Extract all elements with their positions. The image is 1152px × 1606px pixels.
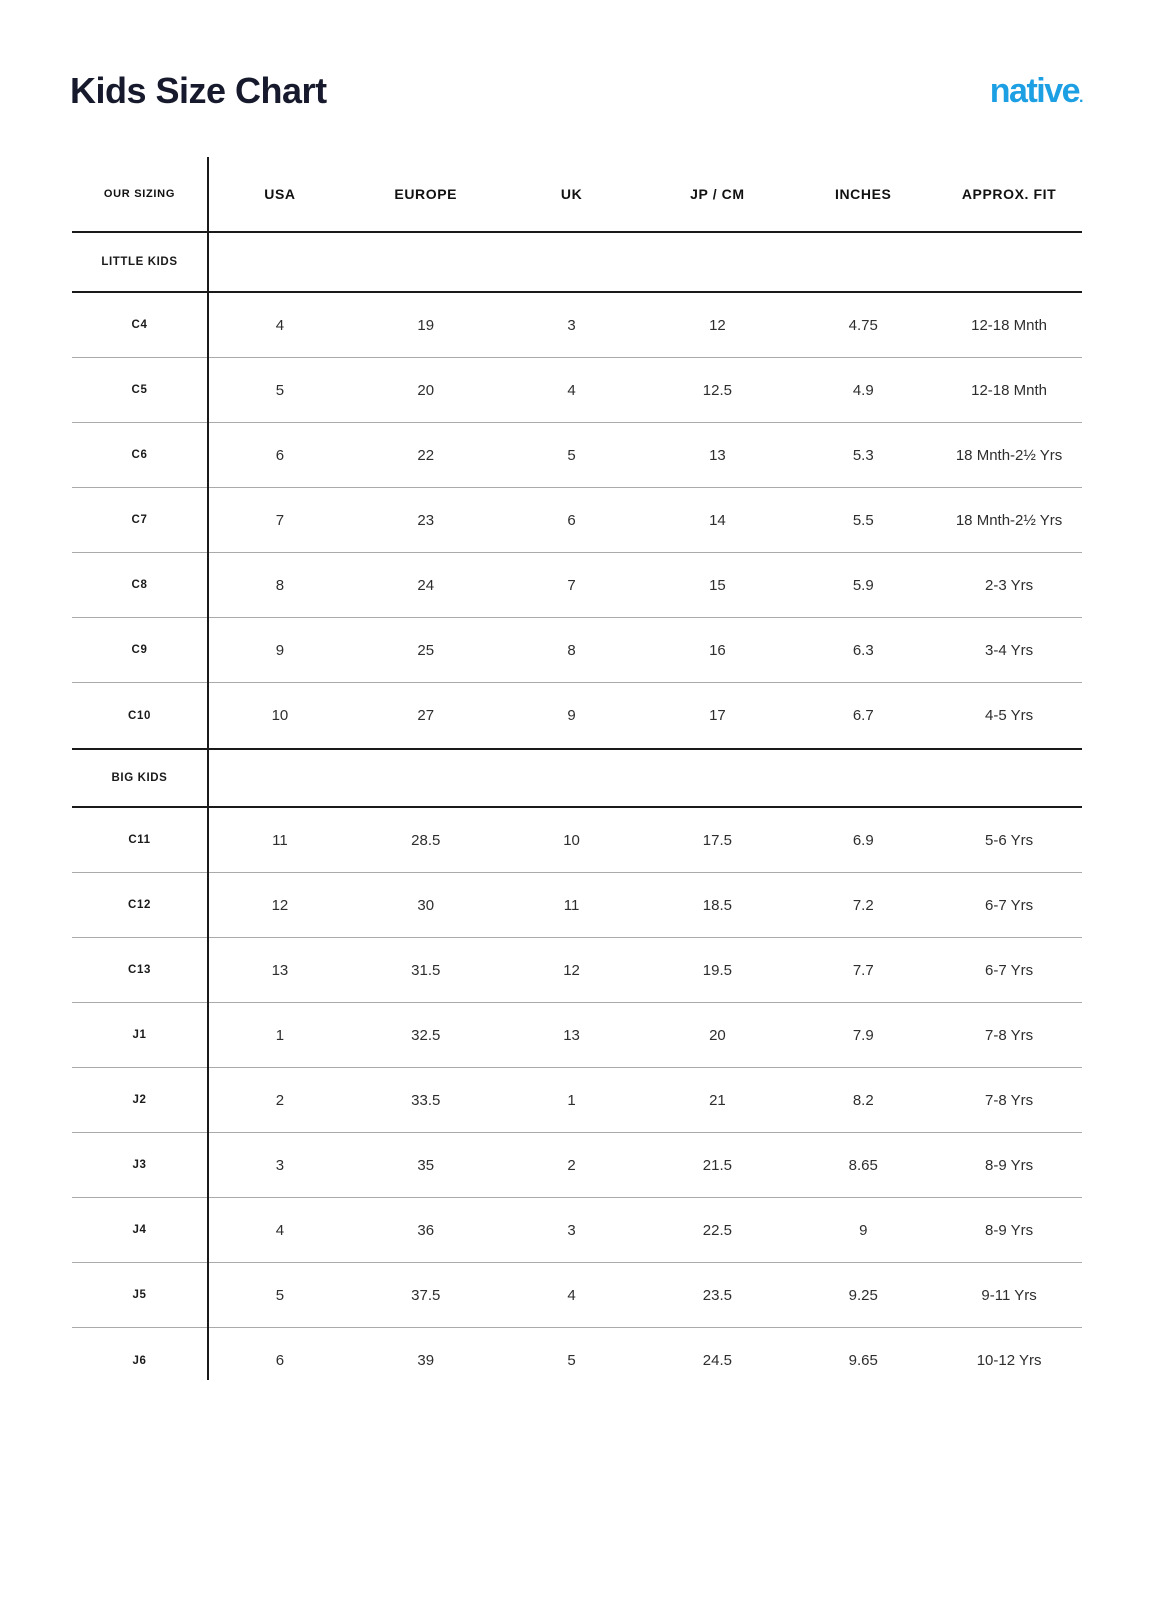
cell-inches: 8.2 (852, 1091, 874, 1109)
cell-usa: 2 (275, 1091, 285, 1109)
brand-wordmark: native (989, 72, 1080, 110)
cell-inches: 9.65 (848, 1352, 878, 1369)
cell-inches: 5.5 (852, 511, 874, 529)
cell-uk: 4 (567, 381, 576, 399)
col-header-jp-cm: JP / CM (690, 186, 745, 202)
cell-jp-cm: 15 (709, 576, 726, 594)
cell-inches: 6.9 (852, 831, 874, 849)
row-size-label: C10 (128, 709, 151, 722)
col-header-uk: UK (560, 186, 583, 202)
row-size-label: C6 (131, 449, 148, 461)
cell-inches: 5.9 (852, 576, 874, 594)
cell-approx-fit: 8-9 Yrs (985, 1156, 1034, 1174)
cell-approx-fit: 9-11 Yrs (981, 1286, 1037, 1304)
cell-approx-fit: 18 Mnth-2½ Yrs (955, 511, 1063, 529)
cell-approx-fit: 4-5 Yrs (985, 707, 1034, 724)
cell-uk: 11 (563, 896, 580, 914)
cell-usa: 3 (275, 1156, 285, 1174)
cell-europe: 31.5 (411, 961, 441, 979)
cell-uk: 7 (567, 576, 576, 594)
cell-europe: 33.5 (411, 1091, 441, 1109)
cell-approx-fit: 6-7 Yrs (985, 896, 1034, 914)
cell-uk: 13 (563, 1026, 580, 1044)
cell-usa: 12 (271, 896, 289, 914)
cell-jp-cm: 19.5 (702, 961, 732, 979)
row-size-label: J2 (132, 1094, 147, 1106)
cell-europe: 23 (417, 511, 435, 529)
cell-approx-fit: 5-6 Yrs (985, 831, 1034, 849)
table-row (72, 683, 1082, 748)
cell-jp-cm: 17.5 (702, 831, 732, 849)
cell-uk: 5 (567, 446, 576, 464)
cell-usa: 13 (271, 961, 289, 979)
cell-inches: 6.3 (852, 641, 874, 659)
cell-inches: 4.9 (852, 381, 874, 399)
cell-usa: 10 (271, 707, 289, 724)
cell-usa: 9 (275, 641, 285, 659)
row-size-label: C12 (128, 899, 151, 911)
cell-jp-cm: 16 (709, 641, 726, 659)
cell-inches: 7.9 (852, 1026, 874, 1044)
table-row (72, 1263, 1082, 1328)
cell-usa: 6 (275, 446, 285, 464)
cell-uk: 5 (567, 1352, 576, 1369)
cell-inches: 9.25 (848, 1286, 878, 1304)
cell-europe: 30 (417, 896, 435, 914)
cell-approx-fit: 12-18 Mnth (971, 316, 1048, 334)
table-row (72, 873, 1082, 938)
cell-usa: 11 (272, 831, 288, 849)
row-size-label: C5 (131, 384, 148, 396)
row-size-label: C8 (131, 579, 148, 591)
cell-approx-fit: 10-12 Yrs (976, 1352, 1042, 1369)
cell-inches: 4.75 (848, 316, 878, 334)
table-row (72, 1003, 1082, 1068)
cell-approx-fit: 12-18 Mnth (971, 381, 1048, 399)
section-label: BIG KIDS (111, 772, 168, 784)
col-header-our-sizing: OUR SIZING (103, 188, 176, 200)
row-size-label: J5 (132, 1289, 147, 1301)
cell-europe: 22 (417, 446, 435, 464)
cell-jp-cm: 14 (709, 511, 726, 529)
cell-approx-fit: 2-3 Yrs (985, 576, 1034, 594)
cell-uk: 3 (567, 316, 576, 334)
cell-jp-cm: 24.5 (702, 1352, 732, 1369)
cell-jp-cm: 23.5 (702, 1286, 732, 1304)
row-size-label: C4 (131, 319, 148, 331)
table-vertical-divider (207, 157, 209, 1380)
table-row (72, 488, 1082, 553)
table-row (72, 1133, 1082, 1198)
cell-uk: 3 (567, 1221, 576, 1239)
cell-approx-fit: 7-8 Yrs (985, 1026, 1034, 1044)
cell-usa: 5 (275, 1286, 285, 1304)
cell-jp-cm: 12.5 (702, 381, 732, 399)
row-size-label: C13 (128, 964, 151, 976)
cell-inches: 7.2 (852, 896, 874, 914)
cell-approx-fit: 6-7 Yrs (985, 961, 1034, 979)
row-size-label: J4 (132, 1224, 147, 1236)
row-size-label: J1 (132, 1029, 147, 1041)
cell-jp-cm: 17 (709, 707, 726, 724)
table-row (72, 423, 1082, 488)
cell-europe: 25 (417, 641, 435, 659)
table-row (72, 358, 1082, 423)
table-row (72, 553, 1082, 618)
table-row (72, 938, 1082, 1003)
table-row (72, 618, 1082, 683)
section-label: LITTLE KIDS (101, 256, 178, 268)
cell-europe: 19 (417, 316, 435, 334)
table-row (72, 1198, 1082, 1263)
cell-usa: 4 (275, 1221, 285, 1239)
cell-inches: 6.7 (852, 707, 874, 724)
cell-jp-cm: 21.5 (702, 1156, 732, 1174)
section-row (72, 233, 1082, 293)
size-table (72, 157, 1082, 1393)
cell-approx-fit: 7-8 Yrs (985, 1091, 1034, 1109)
cell-jp-cm: 21 (709, 1091, 726, 1109)
col-header-approx-fit: APPROX. FIT (961, 186, 1057, 202)
cell-europe: 32.5 (411, 1026, 441, 1044)
row-size-label: C9 (131, 644, 148, 656)
cell-approx-fit: 3-4 Yrs (985, 641, 1034, 659)
row-size-label: C7 (131, 514, 148, 526)
cell-usa: 5 (275, 381, 285, 399)
col-header-inches: INCHES (834, 186, 892, 202)
cell-usa: 1 (275, 1026, 285, 1044)
cell-europe: 39 (417, 1352, 435, 1369)
page (0, 70, 1152, 1606)
cell-jp-cm: 13 (709, 446, 726, 464)
cell-uk: 4 (567, 1286, 576, 1304)
row-size-label: J6 (132, 1354, 147, 1367)
cell-europe: 28.5 (411, 831, 441, 849)
cell-inches: 5.3 (852, 446, 874, 464)
col-header-usa: USA (264, 186, 296, 202)
cell-uk: 1 (567, 1091, 576, 1109)
cell-europe: 35 (417, 1156, 435, 1174)
table-body (72, 233, 1082, 1393)
cell-usa: 8 (275, 576, 285, 594)
row-size-label: J3 (132, 1159, 147, 1171)
cell-jp-cm: 12 (709, 316, 726, 334)
cell-europe: 37.5 (411, 1286, 441, 1304)
brand-trademark-dot: . (1079, 89, 1082, 106)
cell-approx-fit: 18 Mnth-2½ Yrs (955, 446, 1063, 464)
cell-uk: 6 (567, 511, 576, 529)
table-header-row (72, 157, 1082, 233)
table-row (72, 293, 1082, 358)
section-row (72, 748, 1082, 808)
cell-uk: 9 (567, 707, 576, 724)
cell-inches: 9 (859, 1221, 868, 1239)
cell-europe: 20 (417, 381, 435, 399)
cell-uk: 10 (563, 831, 580, 849)
cell-jp-cm: 22.5 (702, 1221, 732, 1239)
cell-uk: 8 (567, 641, 576, 659)
table-row (72, 1068, 1082, 1133)
table-row (72, 808, 1082, 873)
cell-europe: 27 (417, 707, 435, 724)
brand-logo (990, 74, 1082, 108)
cell-jp-cm: 20 (709, 1026, 726, 1044)
cell-usa: 6 (275, 1352, 285, 1369)
cell-inches: 7.7 (852, 961, 874, 979)
col-header-europe: EUROPE (394, 186, 458, 202)
cell-uk: 2 (567, 1156, 576, 1174)
page-title: Kids Size Chart (70, 70, 327, 111)
cell-usa: 4 (275, 316, 285, 334)
cell-approx-fit: 8-9 Yrs (985, 1221, 1034, 1239)
cell-europe: 24 (417, 576, 435, 594)
cell-inches: 8.65 (848, 1156, 878, 1174)
cell-usa: 7 (275, 511, 285, 529)
cell-europe: 36 (417, 1221, 435, 1239)
cell-jp-cm: 18.5 (702, 896, 732, 914)
page-header (70, 70, 1082, 112)
cell-uk: 12 (563, 961, 580, 979)
table-row (72, 1328, 1082, 1393)
row-size-label: C11 (128, 834, 151, 846)
